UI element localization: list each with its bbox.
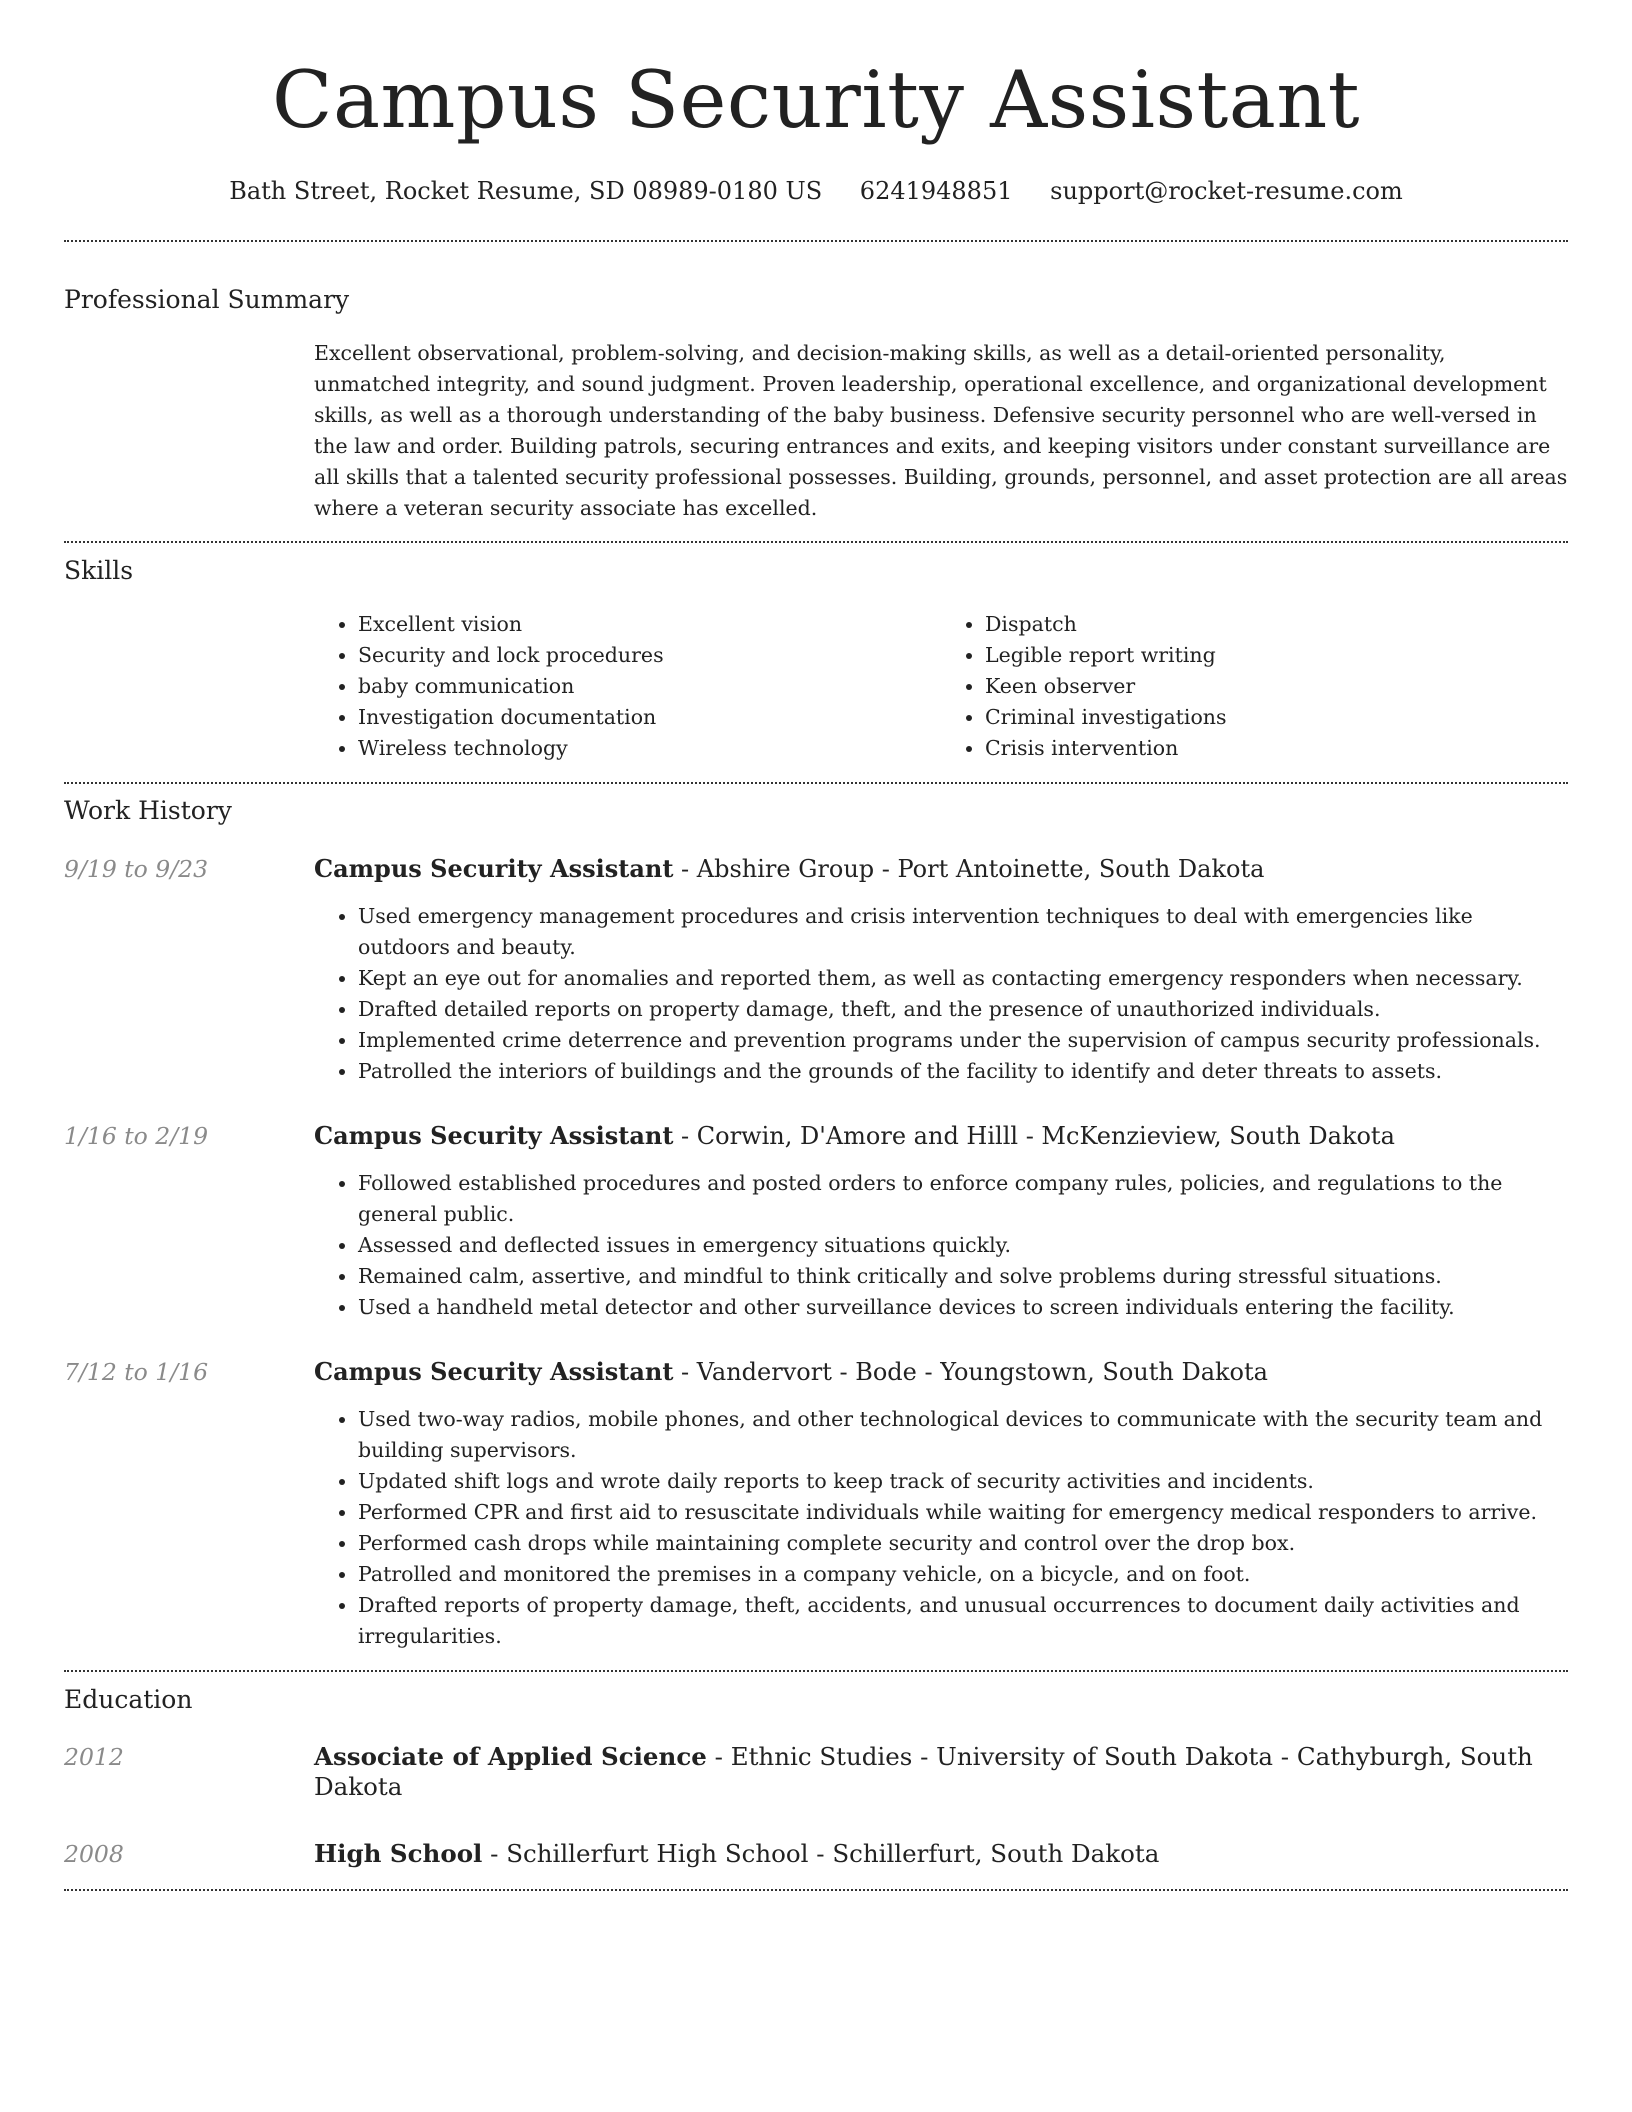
skill-item: • Excellent vision [358, 609, 941, 640]
skill-item: • Crisis intervention [985, 733, 1568, 764]
list-item: • Drafted detailed reports on property damage, theft, and the presence of unauthorized individuals. [358, 994, 1568, 1025]
phone: 6241948851 [859, 177, 1013, 205]
list-item: • Updated shift logs and wrote daily reports to keep track of security activities and incidents. [358, 1466, 1568, 1497]
job-dates: 9/19 to 9/23 [64, 855, 209, 883]
job-bullets [314, 1168, 1568, 1323]
skill-item: • Dispatch [985, 609, 1568, 640]
skills-section [64, 543, 1568, 764]
education-entry [64, 1742, 1568, 1802]
education-section [64, 1672, 1568, 1869]
education-year: 2008 [64, 1840, 124, 1868]
list-item: • Remained calm, assertive, and mindful to think critically and solve problems during stressful situations. [358, 1261, 1568, 1292]
education-year: 2012 [64, 1743, 124, 1771]
resume-page [64, 0, 1568, 1891]
education-entry [64, 1839, 1568, 1869]
job-employer: - Corwin, D'Amore and Hilll - McKenzieview, South Dakota [673, 1122, 1395, 1150]
list-item: • Patrolled and monitored the premises in a company vehicle, on a bicycle, and on foot. [358, 1559, 1568, 1590]
list-item: • Performed CPR and first aid to resuscitate individuals while waiting for emergency medical responders to arrive. [358, 1497, 1568, 1528]
section-title: Skills [64, 556, 134, 585]
work-section [64, 784, 1568, 1652]
summary-section [64, 242, 1568, 524]
job-bullets [314, 901, 1568, 1087]
job-bullets [314, 1404, 1568, 1652]
list-item: • Followed established procedures and posted orders to enforce company rules, policies, and regulations to the general public. [358, 1168, 1568, 1230]
list-item: • Kept an eye out for anomalies and reported them, as well as contacting emergency responders when necessary. [358, 963, 1568, 994]
page-title: Campus Security Assistant [272, 54, 1360, 146]
address: Bath Street, Rocket Resume, SD 08989-0180 US [229, 177, 823, 205]
list-item: • Patrolled the interiors of buildings and the grounds of the facility to identify and deter threats to assets. [358, 1056, 1568, 1087]
job-entry [64, 1357, 1568, 1652]
job-dates: 7/12 to 1/16 [64, 1358, 209, 1386]
divider [64, 1889, 1568, 1891]
skill-item: • Investigation documentation [358, 702, 941, 733]
section-title: Education [64, 1685, 193, 1714]
job-role: Campus Security Assistant [314, 854, 674, 883]
job-entry [64, 854, 1568, 1087]
skill-item: • baby communication [358, 671, 941, 702]
education-degree: High School [314, 1839, 483, 1868]
job-heading [314, 854, 1568, 884]
education-school: - Schillerfurt High School - Schillerfurt, South Dakota [482, 1839, 1160, 1868]
skill-item: • Security and lock procedures [358, 640, 941, 671]
job-dates: 1/16 to 2/19 [64, 1122, 209, 1150]
list-item: • Implemented crime deterrence and prevention programs under the supervision of campus security professionals. [358, 1025, 1568, 1056]
summary-text: Excellent observational, problem-solving, and decision-making skills, as well as a detail-oriented personality, unmatched integrity, and sound judgment. Proven leadership, operational excellence, and organizational development skills, as well as a thorough understanding of the baby business. Defensive security personnel who are well-versed in the law and order. Building patrols, securing entrances and exits, and keeping visitors under constant surveillance are all skills that a talented security professional possesses. Building, grounds, personnel, and asset protection are all areas where a veteran security associate has excelled. [314, 341, 1568, 520]
skills-left [314, 609, 941, 764]
list-item: • Performed cash drops while maintaining complete security and control over the drop box. [358, 1528, 1568, 1559]
job-employer: - Vandervort - Bode - Youngstown, South Dakota [673, 1358, 1268, 1386]
list-item: • Drafted reports of property damage, theft, accidents, and unusual occurrences to document daily activities and irregularities. [358, 1590, 1568, 1652]
section-title: Professional Summary [64, 285, 350, 314]
skill-item: • Legible report writing [985, 640, 1568, 671]
job-role: Campus Security Assistant [314, 1357, 674, 1386]
job-employer: - Abshire Group - Port Antoinette, South Dakota [673, 855, 1265, 883]
job-heading [314, 1121, 1568, 1151]
list-item: • Assessed and deflected issues in emergency situations quickly. [358, 1230, 1568, 1261]
skills-right [941, 609, 1568, 764]
education-school: - Ethnic Studies - University of South Dakota - Cathyburgh, South Dakota [314, 1742, 1533, 1801]
skill-item: • Criminal investigations [985, 702, 1568, 733]
skill-item: • Wireless technology [358, 733, 941, 764]
list-item: • Used two-way radios, mobile phones, and other technological devices to communicate with the security team and building supervisors. [358, 1404, 1568, 1466]
education-heading [314, 1839, 1568, 1869]
contact-line [64, 176, 1568, 206]
job-role: Campus Security Assistant [314, 1121, 674, 1150]
list-item: • Used emergency management procedures and crisis intervention techniques to deal with emergencies like outdoors and beauty. [358, 901, 1568, 963]
job-heading [314, 1357, 1568, 1387]
skill-item: • Keen observer [985, 671, 1568, 702]
education-degree: Associate of Applied Science [314, 1742, 707, 1771]
skills-list [314, 609, 1568, 764]
education-heading [314, 1742, 1568, 1802]
email: support@rocket-resume.com [1050, 177, 1403, 205]
list-item: • Used a handheld metal detector and other surveillance devices to screen individuals entering the facility. [358, 1292, 1568, 1323]
job-entry [64, 1121, 1568, 1323]
section-title: Work History [64, 796, 232, 825]
